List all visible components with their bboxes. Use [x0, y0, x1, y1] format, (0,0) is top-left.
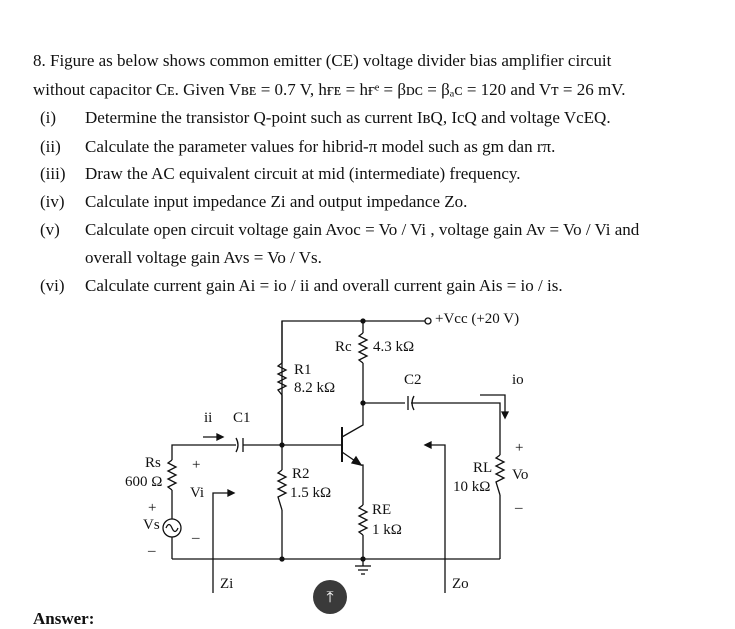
vo-plus: +: [515, 440, 524, 456]
vcc-label: +Vcc (+20 V): [435, 311, 520, 327]
vi-minus: –: [192, 530, 200, 546]
vo-label: Vo: [512, 467, 529, 483]
vi-label: Vi: [190, 485, 205, 501]
vs-label: Vs: [143, 517, 160, 533]
item-number: (i): [40, 108, 57, 127]
r1-value: 8.2 kΩ: [294, 380, 336, 396]
item-text: overall voltage gain Avs = Vo / Vs.: [85, 248, 322, 267]
re-resistor: [359, 505, 367, 535]
rl-resistor: [496, 455, 504, 495]
question-intro-line2: without capacitor Cᴇ. Given Vʙᴇ = 0.7 V, hғᴇ = hғᵉ = βᴅᴄ = βₐᴄ = 120 and Vᴛ = 26 mV.: [33, 80, 626, 99]
vi-plus: +: [192, 457, 201, 473]
item-text: Determine the transistor Q-point such as current IʙQ, IcQ and voltage VcEQ.: [85, 108, 611, 127]
re-value: 1 kΩ: [372, 522, 402, 538]
rl-label: RL: [473, 460, 493, 476]
zo-arrow: [427, 445, 445, 593]
zi-label: Zi: [220, 576, 234, 592]
rc-resistor: [359, 333, 367, 363]
rs-label: Rs: [145, 455, 161, 471]
vs-plus: +: [148, 500, 157, 516]
item-text: Calculate the parameter values for hibrid-π model such as gm dan rπ.: [85, 137, 556, 156]
wires: [163, 318, 508, 593]
r2-label: R2: [292, 466, 310, 482]
c2-label: C2: [404, 372, 422, 388]
answer-heading: Answer:: [33, 609, 95, 628]
item-number: (iv): [40, 192, 65, 211]
io-label: io: [512, 372, 524, 388]
question-intro-line1: 8. Figure as below shows common emitter (CE) voltage divider bias amplifier circuit: [33, 51, 612, 70]
c1-label: C1: [233, 410, 251, 426]
r2-value: 1.5 kΩ: [290, 485, 332, 501]
item-number: (vi): [40, 276, 65, 295]
re-label: RE: [372, 502, 392, 518]
rs-resistor: [168, 460, 176, 490]
item-text: Draw the AC equivalent circuit at mid (intermediate) frequency.: [85, 164, 521, 183]
item-text: Calculate current gain Ai = io / ii and overall current gain Ais = io / is.: [85, 276, 563, 295]
rl-value: 10 kΩ: [453, 479, 491, 495]
zo-label: Zo: [452, 576, 469, 592]
vs-minus: –: [148, 543, 156, 559]
emitter-arrow: [352, 457, 361, 465]
vcc-terminal: [425, 318, 431, 324]
r1-label: R1: [294, 362, 312, 378]
item-number: (ii): [40, 137, 61, 156]
io-arrow: [480, 395, 505, 415]
item-number: (v): [40, 220, 60, 239]
scroll-to-top-button[interactable]: ⤒: [313, 580, 347, 614]
rc-value: 4.3 kΩ: [373, 339, 415, 355]
rs-value: 600 Ω: [125, 474, 163, 490]
vo-minus: –: [515, 500, 523, 516]
item-text: Calculate input impedance Zi and output impedance Zo.: [85, 192, 468, 211]
ground-icon: [355, 566, 371, 574]
ii-label: ii: [204, 410, 213, 426]
c1-capacitor: [236, 438, 243, 452]
r2-resistor: [278, 470, 286, 510]
item-number: (iii): [40, 164, 66, 183]
item-text: Calculate open circuit voltage gain Avoc = Vo / Vi , voltage gain Av = Vo / Vi and: [85, 220, 640, 239]
rc-label: Rc: [335, 339, 352, 355]
